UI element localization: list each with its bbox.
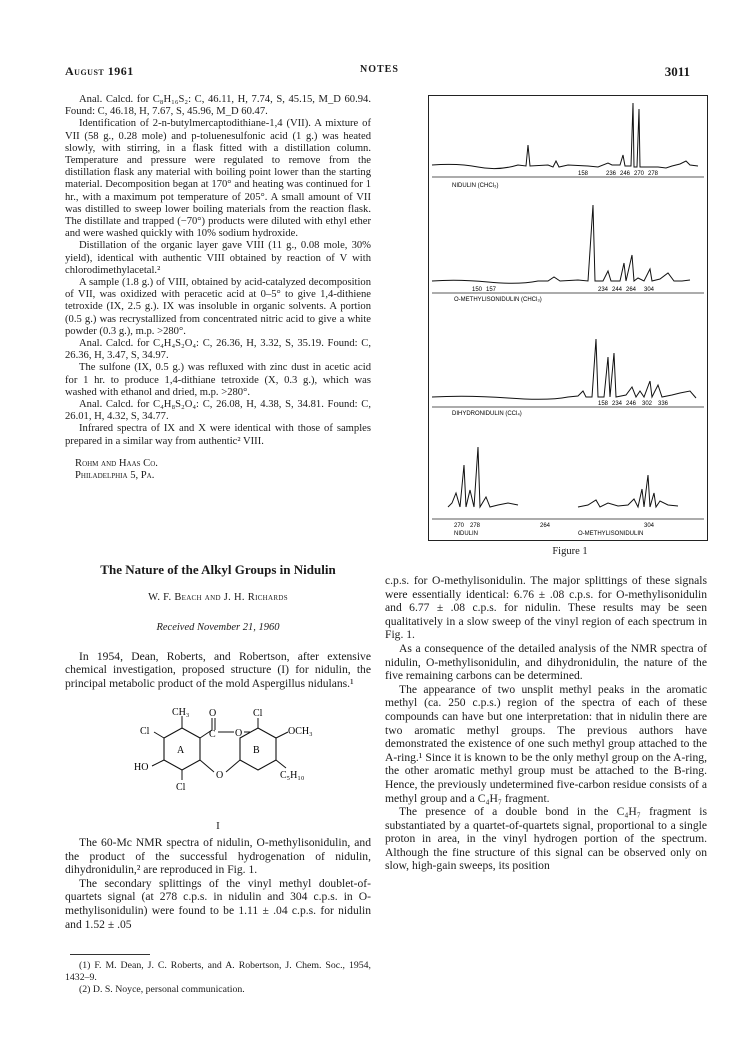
received-date: Received November 21, 1960 [156,622,280,633]
tick-label: 278 [648,171,659,177]
bond [276,732,288,738]
tick-label: 264 [540,523,551,529]
previous-article-text [65,94,371,482]
spectrum-label: DIHYDRONIDULIN (CCl₄) [452,411,522,417]
tick-label: 157 [486,287,497,293]
figure-frame [429,96,708,541]
label-ring-a: A [177,745,185,756]
footnote-2: (2) D. S. Noyce, personal communication. [79,984,245,995]
infrared-paragraph: Infrared spectra of IX and X were identical with those of samples prepared in a similar way from authentic² VIII. [65,423,371,447]
intro-paragraph [65,650,371,690]
label-c5h10: C₅H₁₀ [280,770,305,781]
tick-label: 158 [578,171,589,177]
tick-label: 304 [644,287,655,293]
spectrum-label-nidulin: NIDULIN [454,531,479,537]
structure-drawing [120,706,320,816]
label-o-bridge: O [216,770,224,781]
spectrum-label-o-methylisonidulin: O-METHYLISONIDULIN [578,531,644,537]
label-och3: OCH₃ [288,726,313,737]
tick-label: 270 [454,523,465,529]
affiliation [65,458,371,482]
intro-text: In 1954, Dean, Roberts, and Robertson, after extensive chemical investigation, proposed structure (I) for nidulin, the principal metabolic product of the mold Aspergillus nidulans.¹ [65,650,371,690]
tick-label: 246 [620,171,631,177]
affiliation-company: Rohm and Haas Co. [75,457,158,469]
right-paragraph: c.p.s. for O-methylisonidulin. The major splittings of these signals were essentially identical: 6.76 ± .08 c.p.s. for O-methylisonidulin and 6.77 ± .08 c.p.s. for nidulin. These results may be seen qualitatively in a slow sweep of the vinyl region of each spectrum in Fig. 1. [385,574,707,642]
tick-label: 336 [658,401,669,407]
spectrum-trace-o-methylisonidulin [578,475,678,507]
tick-label: 278 [470,523,481,529]
tick-label: 302 [642,401,653,407]
spectrum-trace [432,103,698,169]
tick-label: 150 [472,287,483,293]
footnote-rule [70,954,150,955]
tick-label: 244 [612,287,623,293]
label-ho: HO [134,762,149,773]
splitting-paragraph: The secondary splittings of the vinyl methyl doublet-of-quartets signal (at 278 c.p.s. in nidulin and 304 c.p.s. in O-methylisonidulin) were found to be 1.11 ± .04 c.p.s. for nidulin and 1.52 ± .05 [65,876,371,931]
tick-label: 304 [644,523,655,529]
tick-label: 236 [606,171,617,177]
spectrum-panel-nidulin [432,103,704,189]
bond [200,760,214,772]
label-ch3: CH₃ [172,707,190,718]
tick-label: 246 [626,401,637,407]
tick-label: 264 [626,287,637,293]
tick-label: 234 [612,401,623,407]
figure-1-nmr-spectra [428,95,708,541]
tick-label: 270 [634,171,645,177]
spectrum-panel-vinyl-region [432,447,704,537]
tick-label: 234 [598,287,609,293]
oxidation-paragraph: A sample (1.8 g.) of VIII, obtained by acid-catalyzed decomposition of VII, was oxidized with peracetic acid at 0–5° to give 1,4-dithiene tetroxide (IX, 2.5 g.). IX was insoluble in organic solvents. A portion (0.5 g.) was recrystallized from concentrated nitric acid to give a white powder (0.3 g.), m.p. >280°. [65,277,371,337]
figure-caption: Figure 1 [552,546,588,557]
affiliation-city: Philadelphia 5, Pa. [75,470,155,482]
running-header-date: August 1961 [65,64,134,78]
label-o-ester: O [235,728,243,739]
label-c: C [209,729,216,740]
spectrum-trace [432,205,690,283]
article-authors: W. F. Beach and J. H. Richards [148,592,288,603]
right-paragraph: The presence of a double bond in the C₄H₇ fragment is substantiated by a quartet-of-quartets signal, proportional to a single proton in area, in the vinyl hydrogen portion of the spectrum. Although the fine structure of this signal can be observed only on slow, high-gain sweeps, its position [385,805,707,873]
spectrum-label: O-METHYLISONIDULIN (CHCl₃) [454,297,542,303]
analysis-paragraph: Anal. Calcd. for C₄H₄S₂O₄: C, 26.36, H, 3.32, S, 35.19. Found: C, 26.36, H, 3.47, S, 34.97. [65,338,371,362]
distillation-paragraph: Distillation of the organic layer gave VIII (11 g., 0.08 mole, 30% yield), identical with authentic VIII obtained by reaction of V with chlorodimethylacetal.² [65,240,371,276]
running-header-section: NOTES [360,64,399,75]
right-paragraph: As a consequence of the detailed analysis of the NMR spectra of nidulin, O-methylisonidulin, and dihydronidulin, the nature of the five remaining carbons can be determined. [385,641,707,683]
right-column-body [385,574,707,873]
left-column-body [65,836,371,931]
analysis-paragraph: Anal. Calcd. for C₄H₈S₂O₄: C, 26.08, H, 4.38, S, 34.81. Found: C, 26.01, H, 4.32, S, 34.77. [65,399,371,423]
bond [226,760,240,772]
spectrum-trace [432,339,696,399]
page-number: 3011 [664,64,690,79]
label-ring-b: B [253,745,260,756]
footnote-1: (1) F. M. Dean, J. C. Roberts, and A. Robertson, J. Chem. Soc., 1954, 1432–9. [65,960,371,983]
label-cl-left: Cl [140,726,150,737]
bond [276,760,286,768]
label-cl-top: Cl [253,708,263,719]
label-cl-bottom: Cl [176,782,186,793]
footnotes [65,960,371,996]
chemical-structure-nidulin [120,706,320,816]
analysis-paragraph: Anal. Calcd. for C₈H₁₆S₂: C, 46.11, H, 7.74, S, 45.15, M_D 60.94. Found: C, 46.18, H, 7.67, S, 45.96, M_D 60.47. [65,94,371,118]
bond [154,732,164,738]
spectrum-panel-o-methylisonidulin [432,205,704,303]
label-o-carbonyl: O [209,708,217,719]
spectrum-panel-dihydronidulin [432,339,704,417]
identification-paragraph: Identification of 2-n-butylmercaptodithiane-1,4 (VII). A mixture of VII (58 g., 0.28 mole) and p-toluenesulfonic acid (1 g.) was heated slowly, with stirring, in a flask fitted with a distillation column. Temperature and pressure were regulated to remove from the distillation flask any material with boiling point lower than the starting material. Decomposition began at 170° and heating was continued for 1 hr., with a maximum pot temperature of 205°. A small amount of VII was distilled to sweep lower boiling materials from the reaction flask. The distillate and trapped (−70°) products were diluted with ethyl ether and were washed quickly with 10% sodium hydroxide. [65,118,371,240]
right-paragraph: The appearance of two unsplit methyl peaks in the aromatic methyl (ca. 250 c.p.s.) region of the spectra of each of these compounds can have but one interpretation: that in nidulin there are two aromatic methyl groups. The previous authors have demonstrated the existence of one such methyl group attached to the A-ring.¹ Since it is known to be the only methyl group on the A-ring, the other aromatic methyl group must be attached to the B-ring. Hence, the previously undetermined five-carbon residue consists of a methyl group and a C₄H₇ fragment. [385,682,707,805]
sulfone-paragraph: The sulfone (IX, 0.5 g.) was refluxed with zinc dust in acetic acid for 1 hr. to produce 1,4-dithiane tetroxide (X, 0.3 g.), which was washed with ethanol and dried, m.p. >280°. [65,362,371,398]
spectra-drawing [428,95,708,541]
article-title: The Nature of the Alkyl Groups in Nidulin [100,562,336,577]
spectrum-trace-nidulin [448,447,518,507]
tick-label: 158 [598,401,609,407]
structure-number: I [216,820,220,832]
spectrum-label: NIDULIN (CHCl₃) [452,183,499,189]
bond [152,760,164,766]
nmr-paragraph: The 60-Mc NMR spectra of nidulin, O-methylisonidulin, and the product of the successful hydrogenation of nidulin, dihydronidulin,² are reproduced in Fig. 1. [65,836,371,877]
